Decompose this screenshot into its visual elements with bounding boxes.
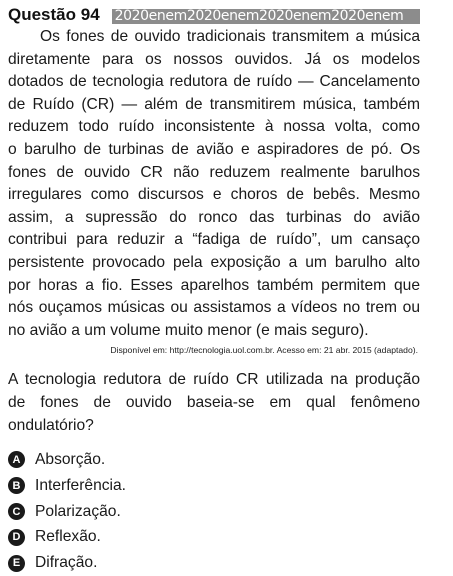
passage-line: fones de ouvido CR não reduzem realmente barulhos <box>8 163 420 181</box>
option-text: Interferência. <box>35 476 127 494</box>
passage-line: por horas a fio. Esses aparelhos também permitem que <box>8 276 420 294</box>
option-text: Absorção. <box>35 450 106 468</box>
question-page <box>8 4 420 576</box>
option-letter-badge: B <box>8 477 25 494</box>
passage-line: Os fones de ouvido tradicionais transmitem a música <box>40 28 420 45</box>
passage-line: no avião a um volume muito menor (e mais seguro). <box>8 321 369 339</box>
option-e[interactable] <box>8 550 420 576</box>
passage-line: assim, a supressão do ronco das turbinas do avião <box>8 208 420 226</box>
option-d[interactable] <box>8 524 420 550</box>
prompt-line: A tecnologia redutora de ruído CR utilizada na produção <box>8 371 420 389</box>
option-letter-badge: D <box>8 529 25 546</box>
question-prompt <box>8 369 420 437</box>
option-text: Reflexão. <box>35 528 101 546</box>
option-text: Difração. <box>35 554 98 572</box>
passage-line: diretamente para os nossos ouvidos. Já os modelos <box>8 50 420 68</box>
passage-line: de Ruído (CR) — além de transmitirem música, também <box>8 95 420 113</box>
enem-watermark-band: 2020enem2020enem2020enem2020enem <box>112 9 420 24</box>
question-header <box>8 4 420 26</box>
passage-line: reduzem todo ruído inconsistente à nossa volta, como <box>8 118 420 136</box>
passage-line: irregulares como discursos e choros de bebês. Mesmo <box>8 186 420 204</box>
option-letter-badge: A <box>8 451 25 468</box>
passage-line: persistente provocado pela exposição a um barulho alto <box>8 253 420 271</box>
question-title: Questão 94 <box>8 5 100 24</box>
passage-line: nós ouçamos músicas ou assistamos a vídeos no trem ou <box>8 299 420 317</box>
option-letter-badge: C <box>8 503 25 520</box>
option-text: Polarização. <box>35 502 121 520</box>
source-citation: Disponível em: http://tecnologia.uol.com.br. Acesso em: 21 abr. 2015 (adaptado). <box>110 345 418 356</box>
option-a[interactable] <box>8 447 420 473</box>
passage-line: contribui para reduzir a “fadiga de ruído”, um cansaço <box>8 231 420 249</box>
passage-line: dotados de tecnologia redutora de ruído — Cancelamento <box>8 73 420 91</box>
passage-line: o barulho de turbinas de avião e aspiradores de pó. Os <box>8 140 420 158</box>
prompt-line: ondulatório? <box>8 416 94 434</box>
option-letter-badge: E <box>8 555 25 572</box>
passage-text <box>8 26 420 342</box>
option-b[interactable] <box>8 473 420 499</box>
prompt-line: de fones de ouvido baseia-se em qual fenômeno <box>8 393 420 411</box>
option-c[interactable] <box>8 499 420 525</box>
